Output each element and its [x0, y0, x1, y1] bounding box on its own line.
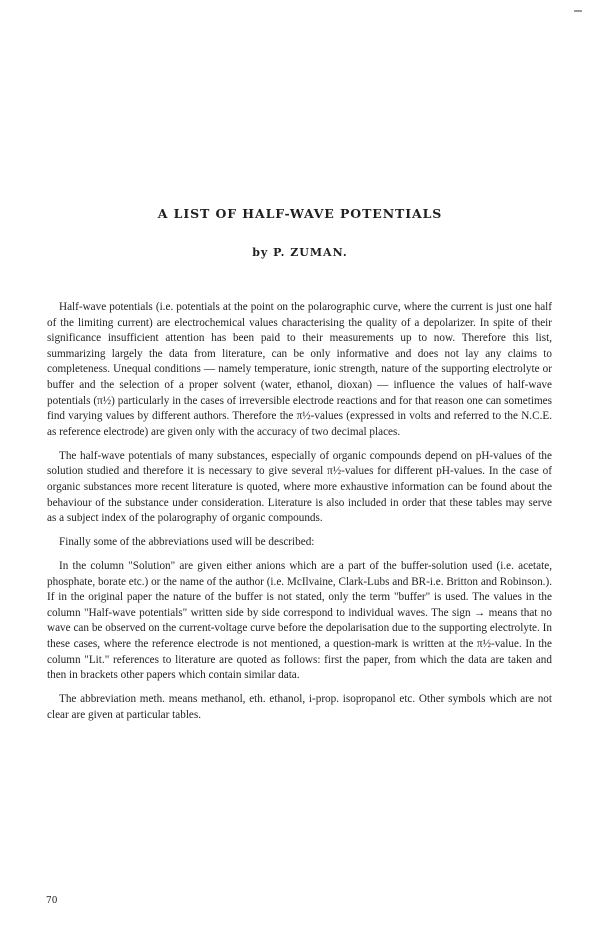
- scan-mark: [574, 10, 582, 12]
- paragraph-intro: Half-wave potentials (i.e. potentials at the point on the polarographic curve, where the current is just one half of the limiting current) are electrochemical values characterising the quality of a depolarizer. In spite of their significance insufficient attention has been paid to their measurements up to now. Therefore this list, summarizing largely the data from literature, can be only informative and does not lay any claims to completeness. Unequal conditions — namely temperature, ionic strength, nature of the supporting electrolyte or buffer and the selection of a proper solvent (water, ethanol, dioxan) — influence the values of half-wave potentials (π½) particularly in the cases of irreversible electrode reactions and for that reason one can sometimes find varying values by different authors. Therefore the π½-values (expressed in volts and referred to the N.C.E. as reference electrode) are given only with the accuracy of two decimal places.: [47, 301, 552, 438]
- page-number: 70: [46, 896, 58, 906]
- body-text: [47, 300, 552, 732]
- paragraph-columns: In the column "Solution" are given either anions which are a part of the buffer-solution used (i.e. acetate, phosphate, borate etc.) or the name of the author (i.e. McIlvaine, Clark-Lubs and BR-i.e. Britton and Robinson.). If in the original paper the nature of the buffer is not stated, only the term "buffer" is used. The values in the column "Half-wave potentials" written side by side correspond to individual waves. The sign → means that no wave can be observed on the current-voltage curve before the depolarisation due to the supporting electrolyte. In these cases, where the reference electrode is not mentioned, a question-mark is written at the π½-value. In the column "Lit." references to literature are quoted as follows: first the paper, from which the data are taken and then in brackets other papers which contain similar data.: [47, 560, 552, 682]
- paragraph-symbols: The abbreviation meth. means methanol, eth. ethanol, i-prop. isopropanol etc. Other symbols which are not clear are given at particular tables.: [47, 693, 552, 721]
- author-line: by P. ZUMAN.: [252, 246, 348, 259]
- paragraph-ph-dependence: The half-wave potentials of many substances, especially of organic compounds depend on pH-values of the solution studied and therefore it is necessary to give several π½-values for different pH-values. In the case of organic substances more recent literature is quoted, where more exhaustive information can be found about the behaviour of the substance under consideration. Literature is also included in order that these tables may serve as a subject index of the polarography of organic compounds.: [47, 449, 552, 525]
- page-title: A LIST OF HALF-WAVE POTENTIALS: [157, 206, 443, 221]
- paragraph-abbreviations-intro: Finally some of the abbreviations used will be described:: [59, 536, 315, 549]
